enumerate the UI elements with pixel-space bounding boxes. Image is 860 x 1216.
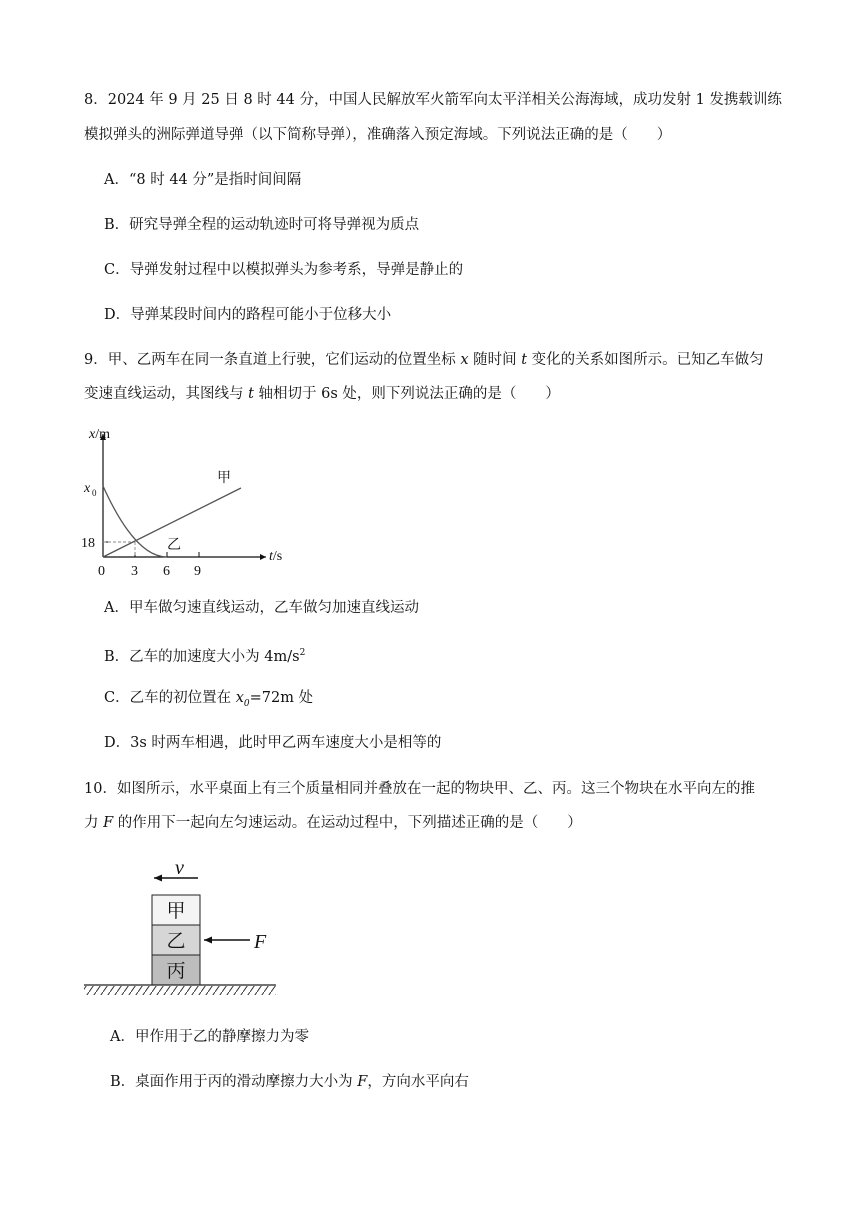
q9-option-a: A．甲车做匀速直线运动，乙车做匀加速直线运动 bbox=[104, 600, 419, 616]
svg-text:丙: 丙 bbox=[166, 961, 186, 982]
q10-option-a: A．甲作用于乙的静摩擦力为零 bbox=[110, 1029, 309, 1045]
x-tick-0: 0 bbox=[98, 564, 105, 579]
q8-option-d: D．导弹某段时间内的路程可能小于位移大小 bbox=[104, 307, 392, 323]
q8-option-b: B．研究导弹全程的运动轨迹时可将导弹视为质点 bbox=[104, 217, 420, 233]
q10-option-b: B．桌面作用于丙的滑动摩擦力大小为 F，方向水平向右 bbox=[110, 1074, 469, 1090]
q9-option-d: D．3s 时两车相遇，此时甲乙两车速度大小是相等的 bbox=[104, 735, 442, 751]
svg-text:0: 0 bbox=[92, 488, 97, 498]
q8-stem-line1: 8．2024 年 9 月 25 日 8 时 44 分，中国人民解放军火箭军向太平洋相关公海海域，成功发射 1 发携载训练 bbox=[84, 92, 782, 108]
q9-option-b: B．乙车的加速度大小为 $4m/s^2$ bbox=[104, 648, 306, 665]
q9-option-c: C．乙车的初位置在 $x_0=72m$ 处 bbox=[104, 690, 314, 709]
svg-text:乙: 乙 bbox=[166, 931, 186, 952]
yi-curve bbox=[103, 486, 167, 557]
q10-stacked-blocks-figure bbox=[82, 852, 282, 1002]
F-label: F bbox=[254, 931, 267, 953]
q8-option-c: C．导弹发射过程中以模拟弹头为参考系，导弹是静止的 bbox=[104, 262, 464, 278]
jia-label: 甲 bbox=[217, 471, 231, 486]
y-tick-18: 18 bbox=[81, 536, 95, 551]
q9-stem-line2: 变速直线运动，其图线与 t 轴相切于 6s 处，则下列说法正确的是（ ） bbox=[84, 386, 560, 402]
q9-position-time-graph bbox=[78, 420, 308, 585]
svg-text:t/s: t/s bbox=[269, 549, 283, 564]
q10-stem-line1: 10．如图所示，水平桌面上有三个质量相同并叠放在一起的物块甲、乙、丙。这三个物块在水平向左的推 bbox=[84, 781, 755, 797]
q8-stem-line2: 模拟弹头的洲际弹道导弹（以下简称导弹），准确落入预定海域。下列说法正确的是（ ） bbox=[84, 127, 672, 143]
x-tick-3: 3 bbox=[131, 564, 138, 579]
yi-label: 乙 bbox=[167, 538, 181, 553]
svg-text:x: x bbox=[84, 481, 91, 496]
x-tick-9: 9 bbox=[194, 564, 201, 579]
v-label: v bbox=[175, 857, 184, 879]
q9-stem-line1: 9．甲、乙两车在同一条直道上行驶，它们运动的位置坐标 x 随时间 t 变化的关系如图所示。已知乙车做匀 bbox=[84, 352, 764, 368]
q8-option-a: A．“8 时 44 分”是指时间间隔 bbox=[104, 172, 302, 188]
svg-text:x/m: x/m bbox=[89, 427, 110, 442]
q10-stem-line2: 力 F 的作用下一起向左匀速运动。在运动过程中，下列描述正确的是（ ） bbox=[84, 815, 582, 831]
x-tick-6: 6 bbox=[163, 564, 170, 579]
svg-text:甲: 甲 bbox=[166, 901, 186, 922]
